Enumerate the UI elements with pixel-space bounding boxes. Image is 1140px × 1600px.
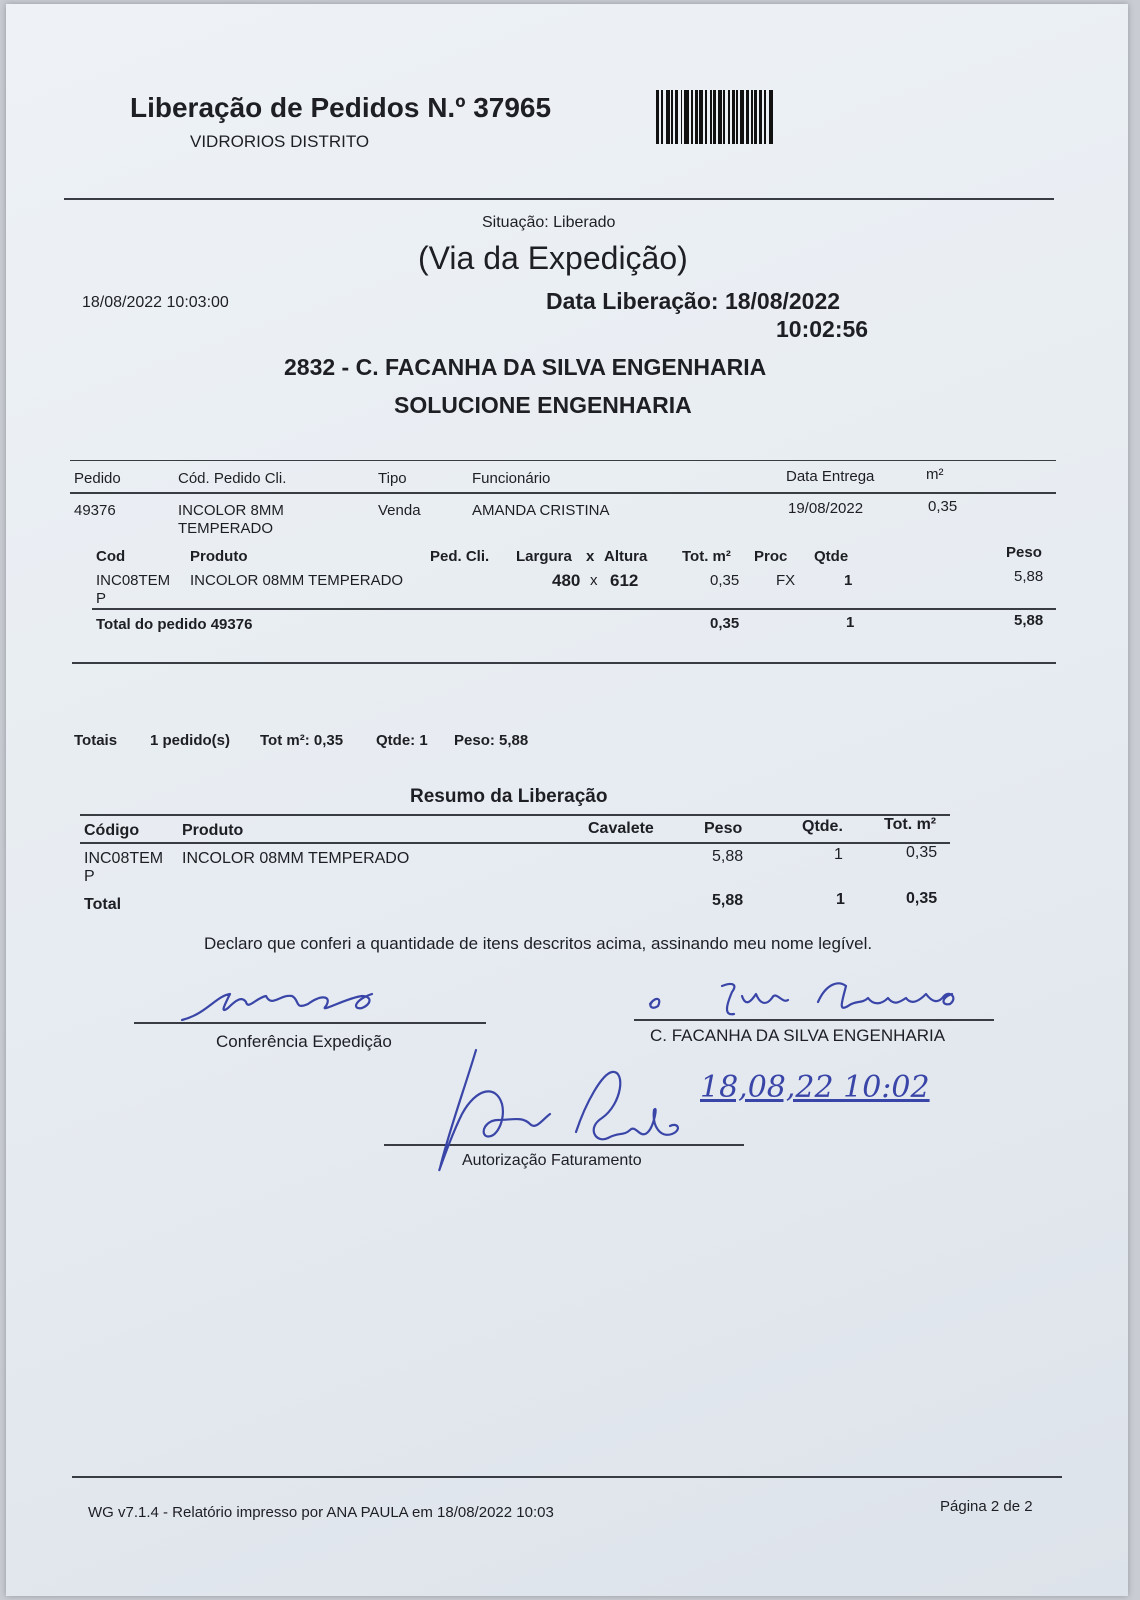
order-funcionario: AMANDA CRISTINA [472,502,610,519]
item-total-label: Total do pedido 49376 [96,616,253,633]
item-peso: 5,88 [1014,568,1044,585]
item-altura: 612 [610,571,639,590]
order-pedido: 49376 [74,502,116,519]
totais-tot-m2: Tot m²: 0,35 [260,732,344,749]
resumo-title: Resumo da Liberação [410,786,608,807]
col-header-tipo: Tipo [378,470,407,487]
footer-rule [72,1476,1062,1478]
barcode-image [656,90,830,144]
company-name: VIDRORIOS DISTRITO [190,132,370,151]
footer-printed-by: WG v7.1.4 - Relatório impresso por ANA PAULA em 18/08/2022 10:03 [88,1504,554,1521]
totais-qtde: Qtde: 1 [376,732,428,749]
item-qtde: 1 [844,572,853,589]
item-produto: INCOLOR 08MM TEMPERADO [190,572,404,589]
handwritten-signature-conferencia [176,986,386,1026]
handwritten-signature-cliente [642,976,982,1026]
resumo-codigo-line2: P [84,868,95,885]
item-x: x [590,572,598,589]
item-col-header-largura: Largura [516,548,572,565]
item-total-qtde: 1 [846,614,855,631]
resumo-col-header-produto: Produto [182,822,244,839]
client-name: 2832 - C. FACANHA DA SILVA ENGENHARIA [284,354,767,380]
signature-label-autorizacao: Autorização Faturamento [462,1152,642,1169]
totais-label: Totais [74,732,118,749]
item-col-header-proc: Proc [754,548,788,565]
item-col-header-tot-m2: Tot. m² [682,548,731,565]
hora-liberacao: 10:02:56 [776,316,869,342]
resumo-col-header-qtde: Qtde. [802,818,843,835]
item-col-header-ped-cli: Ped. Cli. [430,548,490,565]
resumo-col-header-peso: Peso [704,820,743,837]
resumo-produto: INCOLOR 08MM TEMPERADO [182,850,410,867]
totais-pedidos: 1 pedido(s) [150,732,231,749]
item-col-header-cod: Cod [96,548,126,565]
declaration-text: Declaro que conferi a quantidade de itens descritos acima, assinando meu nome legível. [204,934,873,953]
col-header-cod-pedido-cli: Cód. Pedido Cli. [178,470,287,487]
item-proc: FX [776,572,796,589]
item-tot-m2: 0,35 [710,572,740,589]
header-divider [64,198,1054,200]
item-col-header-peso: Peso [1006,544,1042,561]
item-col-header-x: x [586,548,595,565]
items-total-rule [92,608,1056,610]
order-m2: 0,35 [928,498,958,515]
resumo-col-header-tot-m2: Tot. m² [884,816,937,833]
resumo-header-rule [80,842,950,844]
resumo-tot-m2: 0,35 [906,844,938,861]
document-page [6,4,1128,1596]
signature-label-conferencia: Conferência Expedição [216,1032,392,1051]
item-cod-line1: INC08TEM [96,572,171,589]
item-cod-line2: P [96,590,107,607]
item-total-peso: 5,88 [1014,612,1044,629]
status-situacao: Situação: Liberado [482,214,616,231]
resumo-peso: 5,88 [712,848,744,865]
client-fantasy-name: SOLUCIONE ENGENHARIA [394,392,692,418]
data-liberacao: Data Liberação: 18/08/2022 [546,288,841,314]
col-header-pedido: Pedido [74,470,121,487]
item-total-tot-m2: 0,35 [710,615,740,632]
item-col-header-produto: Produto [190,548,248,565]
resumo-top-rule [80,814,950,816]
order-cod-pedido-cli-line2: TEMPERADO [178,520,274,537]
resumo-total-label: Total [84,896,122,913]
resumo-total-peso: 5,88 [712,892,744,909]
resumo-col-header-codigo: Código [84,822,140,839]
print-datetime: 18/08/2022 10:03:00 [82,294,229,311]
signature-label-cliente: C. FACANHA DA SILVA ENGENHARIA [650,1026,946,1045]
item-col-header-qtde: Qtde [814,548,849,565]
resumo-codigo-line1: INC08TEM [84,850,164,867]
footer-page-number: Página 2 de 2 [940,1498,1033,1515]
item-col-header-altura: Altura [604,548,648,565]
handwritten-date: 18,08,22 10:02 [700,1070,930,1105]
order-data-entrega: 19/08/2022 [788,500,864,517]
order-table-bottom-rule [72,662,1056,664]
item-largura: 480 [552,571,581,590]
order-cod-pedido-cli-line1: INCOLOR 8MM [178,502,284,519]
order-tipo: Venda [378,502,421,519]
order-table-header-rule [70,492,1056,494]
order-table-top-rule [70,460,1056,461]
col-header-funcionario: Funcionário [472,470,551,487]
resumo-qtde: 1 [834,846,843,863]
barcode-bar [769,90,773,144]
handwritten-signature-autorizacao [426,1044,696,1184]
resumo-total-tot-m2: 0,35 [906,890,938,907]
resumo-total-qtde: 1 [836,891,845,908]
resumo-col-header-cavalete: Cavalete [588,820,654,837]
col-header-data-entrega: Data Entrega [786,468,875,485]
via-label: (Via da Expedição) [418,240,688,276]
document-title: Liberação de Pedidos N.º 37965 [130,92,552,123]
col-header-m2: m² [926,466,944,483]
totais-peso: Peso: 5,88 [454,732,529,749]
